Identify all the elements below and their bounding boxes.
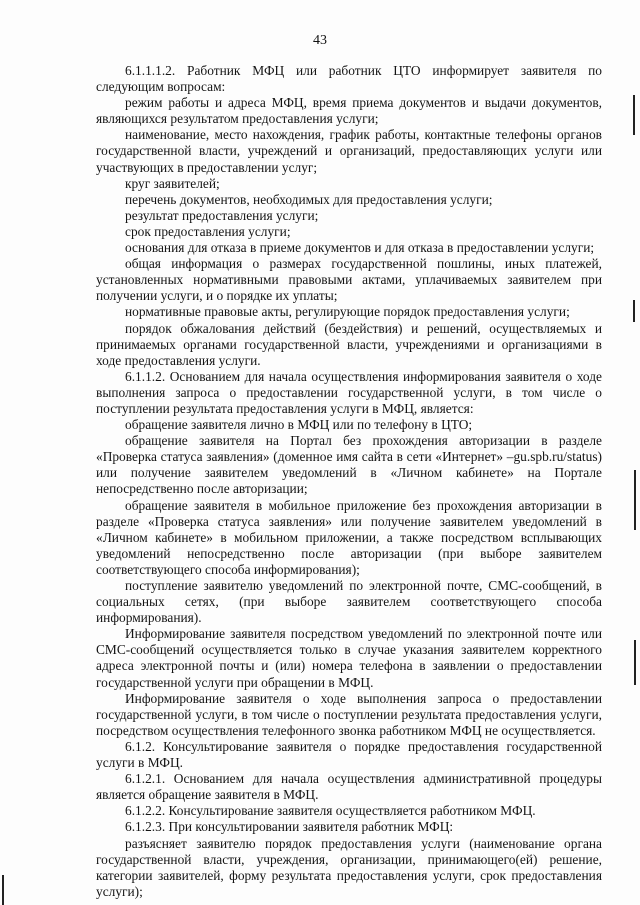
paragraph: нормативные правовые акты, регулирующие порядок предоставления услуги; [125,304,570,320]
paragraph: обращение заявителя в мобильное приложение без прохождения авторизации в разделе «Проверка статуса заявления» или получение заявителем уведомлений в «Личном кабинете» в мобильном приложении, а также посредством всплывающих уведомлений непосредственно после авторизации (при выборе заявителем соответствующего способа информирования); [96,497,602,577]
paragraph: круг заявителей; [125,175,220,191]
paragraph: основания для отказа в приеме документов и для отказа в предоставлении услуги; [125,240,595,256]
paragraph: разъясняет заявителю порядок предоставления услуги (наименование органа государственной власти, учреждения, организации, принимающего(ей) решение, категории заявителей, форму результата предоставления услуги, срок предоставления услуги); [96,835,602,899]
paragraph: 6.1.2.3. При консультировании заявителя работник МФЦ: [125,819,454,835]
scan-edge-mark [633,300,635,322]
paragraph: 6.1.2. Консультирование заявителя о порядке предоставления государственной услуги в МФЦ. [96,738,602,771]
paragraph: обращение заявителя лично в МФЦ или по телефону в ЦТО; [125,417,473,433]
page-number: 43 [313,33,327,48]
paragraph: перечень документов, необходимых для предоставления услуги; [125,191,493,207]
paragraph: срок предоставления услуги; [125,223,291,239]
scan-edge-mark [633,95,635,135]
paragraph: 6.1.2.1. Основанием для начала осуществления административной процедуры является обращение заявителя в МФЦ. [96,771,602,803]
paragraph: поступление заявителю уведомлений по электронной почте, СМС-сообщений, в социальных сетях, (при выборе заявителем соответствующего способа информирования). [96,578,602,626]
paragraph: результат предоставления услуги; [125,207,319,223]
paragraph: наименование, место нахождения, график работы, контактные телефоны органов государственной власти, учреждений и организаций, предоставляющих услуги или участвующих в предоставлении услуг; [96,127,602,175]
scan-edge-mark [634,470,636,530]
paragraph: порядок обжалования действий (бездействия) и решений, осуществляемых и принимаемых органами государственной власти, учреждениями и организациями в ходе предоставления услуги. [96,320,602,368]
paragraph: обращение заявителя на Портал без прохождения авторизации в разделе «Проверка статуса заявления» (доменное имя сайта в сети «Интернет» –gu.spb.ru/status) или получение заявителем уведомлений в «Личном кабинете» на Портале непосредственно после авторизации; [96,433,602,497]
paragraph: 6.1.1.2. Основанием для начала осуществления информирования заявителя о ходе выполнения запроса о предоставлении государственной услуги, в том числе о поступлении результата предоставления услуги в МФЦ, является: [96,368,602,416]
paragraph: Информирование заявителя о ходе выполнения запроса о предоставлении государственной услуги, в том числе о поступлении результата предоставления услуги, посредством осуществления телефонного звонка работником МФЦ не осуществляется. [96,690,602,738]
paragraph: 6.1.2.2. Консультирование заявителя осуществляется работником МФЦ. [125,803,536,819]
paragraph: Информирование заявителя посредством уведомлений по электронной почте или СМС-сообщений осуществляется только в случае указания заявителем корректного адреса электронной почты и (или) номера телефона в заявлении о предоставлении государственной услуги при обращении в МФЦ. [96,626,602,690]
paragraph: 6.1.1.1.2. Работник МФЦ или работник ЦТО информирует заявителя по следующим вопросам: [96,63,602,95]
scan-edge-mark [2,875,4,905]
scan-edge-mark [634,640,636,685]
paragraph: общая информация о размерах государственной пошлины, иных платежей, установленных нормативными правовыми актами, уплачиваемых заявителем при получении услуги, и о порядке их уплаты; [96,256,602,304]
document-body [96,63,602,900]
paragraph: режим работы и адреса МФЦ, время приема документов и выдачи документов, являющихся результатом предоставления услуги; [96,95,602,127]
